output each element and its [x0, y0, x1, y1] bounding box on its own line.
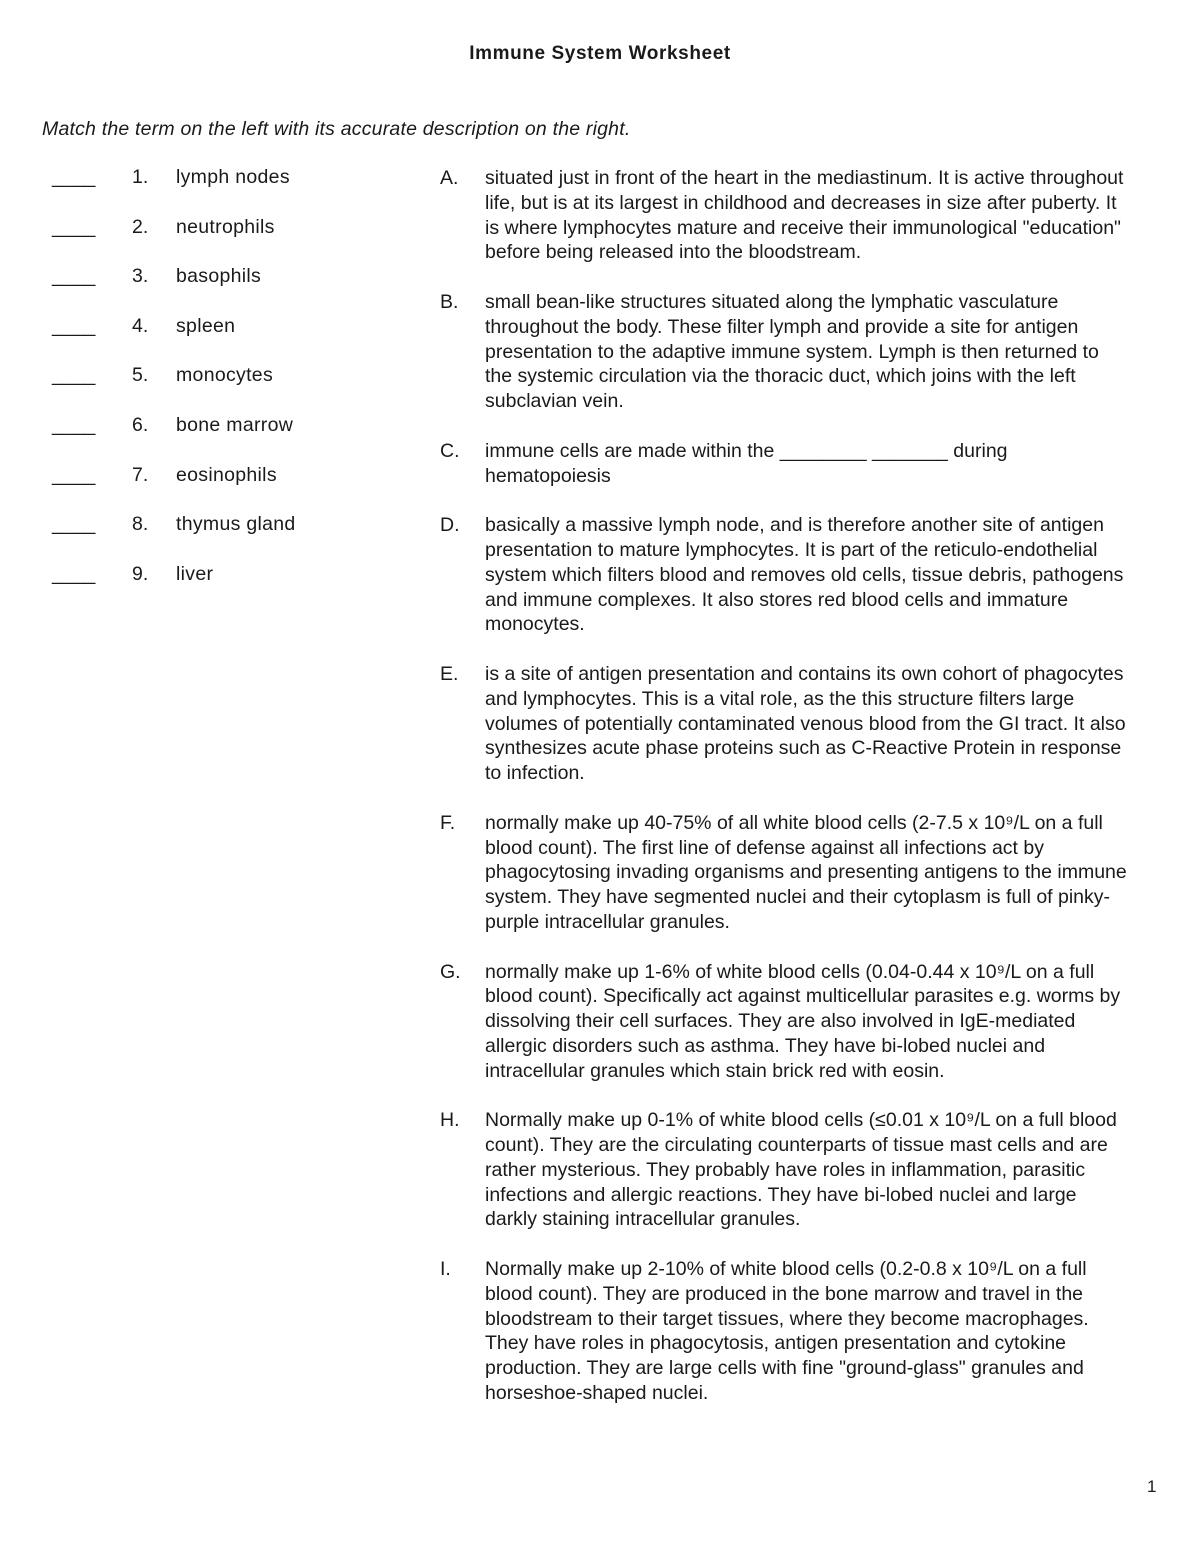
description-letter: A. [440, 167, 459, 189]
answer-blank[interactable]: ____ [52, 413, 96, 436]
page-number: 1 [1147, 1477, 1157, 1496]
description-letter: E. [440, 662, 459, 685]
answer-blank[interactable]: ____ [52, 513, 96, 536]
description-text: situated just in front of the heart in the mediastinum. It is active throughout life, but is at its largest in childhood and decreases in size after puberty. It is where lymphocytes mature and receive their immunological "education" before being released into the bloodstream. [485, 167, 1124, 264]
term-number: 5. [132, 364, 149, 387]
term-row [52, 513, 402, 563]
term-number: 3. [132, 265, 149, 288]
description-item [440, 290, 1130, 414]
description-text: Normally make up 0-1% of white blood cells (≤0.01 x 10⁹/L on a full blood count). They are the circulating counterparts of tissue mast cells and are rather mysterious. They probably have roles in inflammation, parasitic infections and allergic reactions. They have bi-lobed nuclei and large darkly staining intracellular granules. [485, 1109, 1117, 1231]
description-text: normally make up 40-75% of all white blood cells (2-7.5 x 10⁹/L on a full blood count). The first line of defense against all infections act by phagocytosing invading organisms and presenting antigens to the immune system. They have segmented nuclei and their cytoplasm is full of pinky-purple intracellular granules. [485, 811, 1127, 933]
term-number: 8. [132, 513, 149, 536]
description-item [440, 811, 1130, 935]
term-row [52, 265, 402, 315]
answer-blank[interactable]: ____ [52, 265, 96, 288]
description-text: is a site of antigen presentation and contains its own cohort of phagocytes and lymphocytes. This is a vital role, as the this structure filters large volumes of potentially contaminated venous blood from the GI tract. It also synthesizes acute phase proteins such as C-Reactive Protein in response to infection. [485, 662, 1126, 785]
term-row [52, 364, 402, 414]
description-letter: F. [440, 811, 456, 834]
description-text: small bean-like structures situated along the lymphatic vasculature throughout the body. These filter lymph and provide a site for antigen presentation to the adaptive immune system. Lymph is then returned to the systemic circulation via the thoracic duct, which joins with the left subclavian vein. [485, 290, 1099, 413]
term-label: lymph nodes [176, 166, 290, 188]
description-text: immune cells are made within the ________ _______ during hematopoiesis [485, 439, 1008, 487]
term-number: 1. [132, 166, 149, 188]
answer-blank[interactable]: ____ [52, 364, 96, 387]
description-item [440, 1257, 1130, 1406]
term-row [52, 166, 402, 216]
term-row [52, 315, 402, 365]
description-item [440, 662, 1130, 786]
term-label: thymus gland [176, 513, 296, 536]
description-letter: I. [440, 1258, 451, 1281]
description-item [440, 960, 1130, 1084]
term-label: eosinophils [176, 463, 277, 486]
page-title: Immune System Worksheet [469, 43, 731, 64]
description-text: normally make up 1-6% of white blood cells (0.04-0.44 x 10⁹/L on a full blood count). Specifically act against multicellular parasites e.g. worms by dissolving their cell surfaces. They are also involved in IgE-mediated allergic disorders such as asthma. They have bi-lobed nuclei and intracellular granules which stain brick red with eosin. [485, 960, 1121, 1082]
description-letter: G. [440, 960, 461, 983]
answer-blank[interactable]: ____ [52, 215, 96, 238]
description-text: Normally make up 2-10% of white blood cells (0.2-0.8 x 10⁹/L on a full blood count). They are produced in the bone marrow and travel in the bloodstream to their target tissues, where they become macrophages. They have roles in phagocytosis, antigen presentation and cytokine production. They are large cells with fine "ground-glass" granules and horseshoe-shaped nuclei. [485, 1258, 1089, 1405]
term-label: liver [176, 562, 214, 585]
description-letter: C. [440, 439, 460, 462]
description-letter: D. [440, 514, 460, 537]
instructions: Match the term on the left with its accurate description on the right. [42, 118, 631, 140]
term-number: 9. [132, 562, 149, 585]
description-letter: H. [440, 1109, 460, 1132]
answer-blank[interactable]: ____ [52, 166, 96, 188]
description-text: basically a massive lymph node, and is therefore another site of antigen presentation to mature lymphocytes. It is part of the reticulo-endothelial system which filters blood and removes old cells, tissue debris, pathogens and immune complexes. It also stores red blood cells and immature monocytes. [485, 514, 1124, 636]
term-number: 7. [132, 463, 149, 486]
description-item [440, 1108, 1130, 1232]
term-label: spleen [176, 314, 236, 337]
term-row [52, 216, 402, 266]
term-row [52, 414, 402, 464]
description-item [440, 166, 1130, 265]
description-letter: B. [440, 290, 459, 313]
term-label: basophils [176, 265, 262, 288]
term-number: 4. [132, 314, 149, 337]
term-label: monocytes [176, 364, 273, 387]
description-item [440, 439, 1130, 489]
term-row [52, 464, 402, 514]
answer-blank[interactable]: ____ [52, 463, 96, 486]
description-item [440, 513, 1130, 637]
term-number: 6. [132, 413, 149, 436]
answer-blank[interactable]: ____ [52, 562, 96, 585]
term-number: 2. [132, 215, 149, 238]
term-label: bone marrow [176, 413, 294, 436]
terms-column [52, 166, 402, 612]
term-label: neutrophils [176, 215, 275, 238]
descriptions-column [440, 166, 1130, 1431]
answer-blank[interactable]: ____ [52, 314, 96, 337]
term-row [52, 563, 402, 613]
